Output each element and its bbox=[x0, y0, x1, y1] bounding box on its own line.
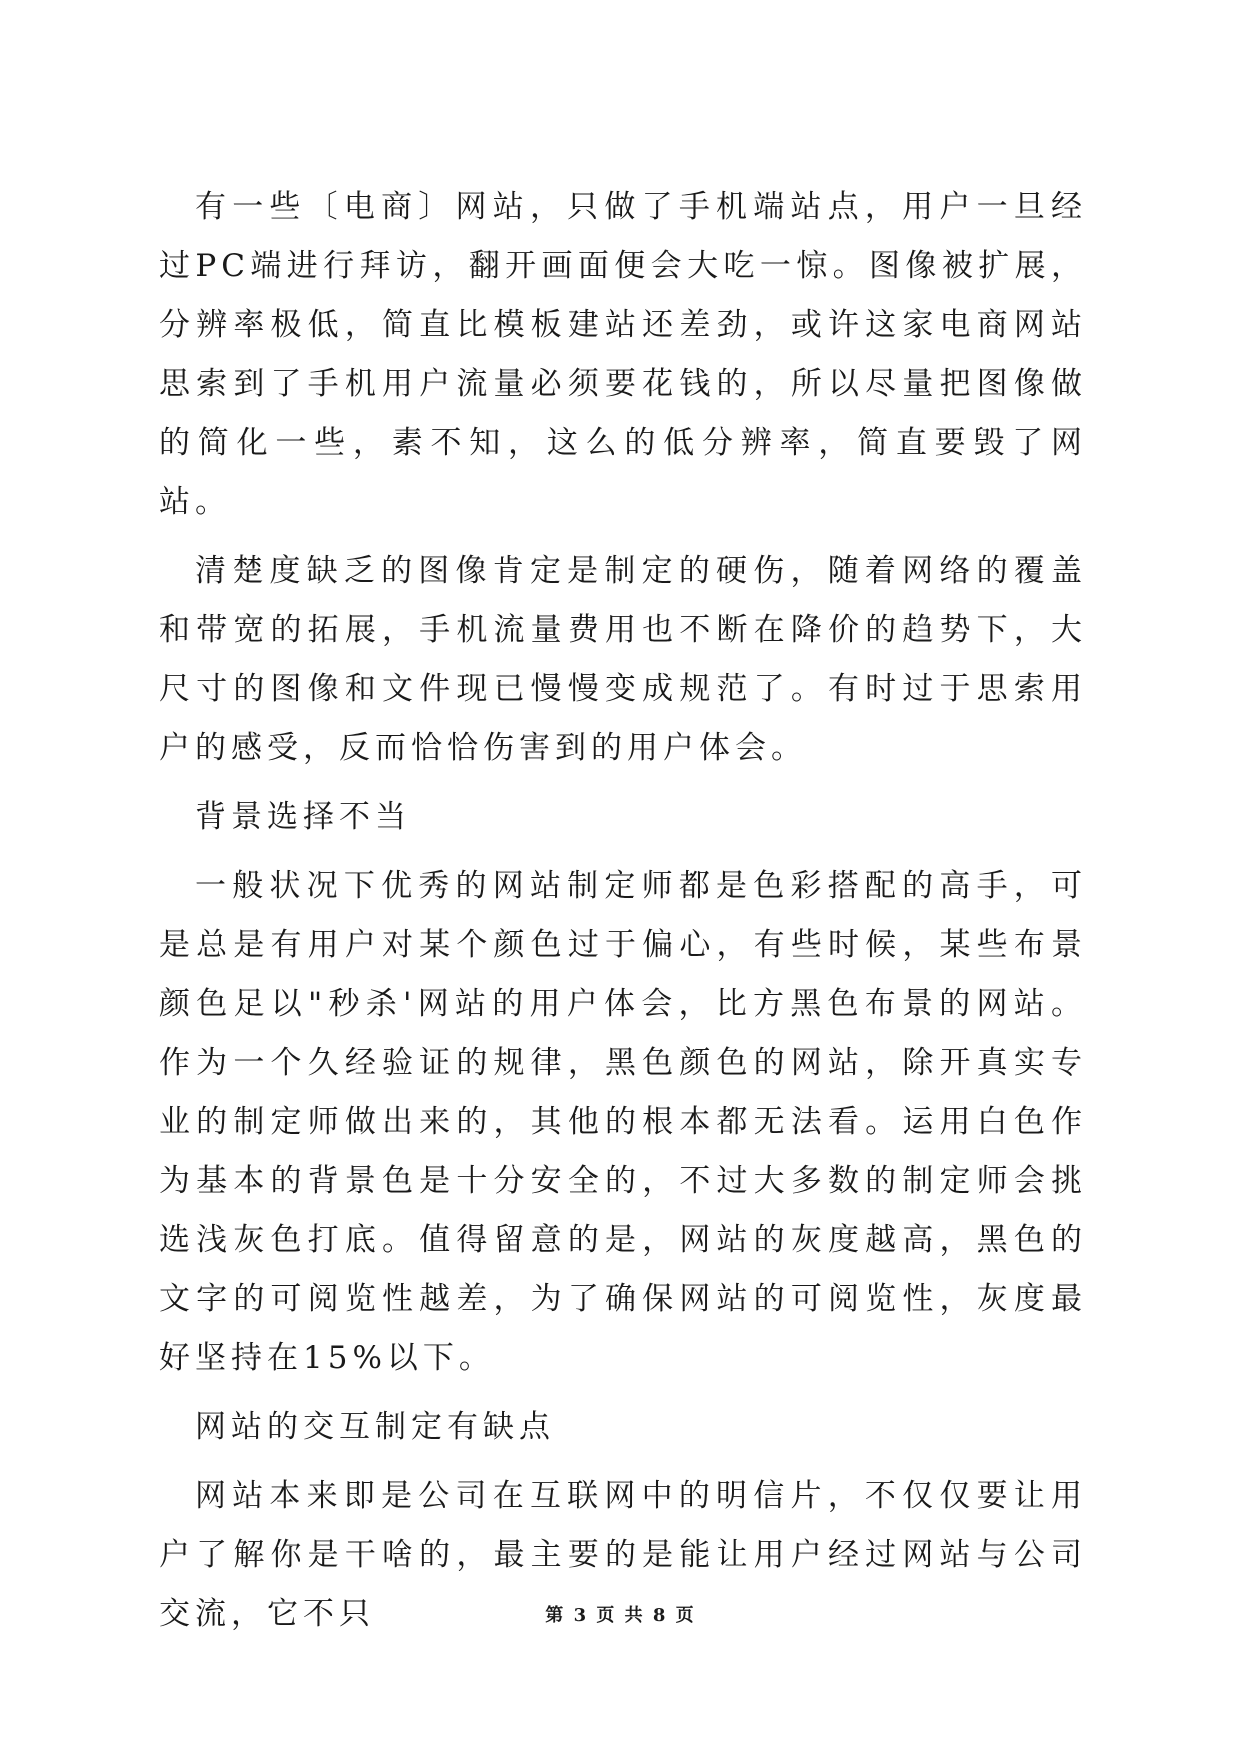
page-number-footer: 第 3 页 共 8 页 bbox=[545, 1605, 696, 1626]
section-heading: 网站的交互制定有缺点 bbox=[195, 1409, 555, 1445]
paragraph: 有一些〔电商〕网站，只做了手机端站点，用户一旦经过PC端进行拜访，翻开画面便会大吃一惊。图像被扩展，分辨率极低，简直比模板建站还差劲，或许这家电商网站思索到了手机用户流量必须要花钱的，所以尽量把图像做的简化一些，素不知，这么的低分辨率，简直要毁了网站。 bbox=[159, 189, 1087, 520]
paragraph: 清楚度缺乏的图像肯定是制定的硬伤，随着网络的覆盖和带宽的拓展，手机流量费用也不断在降价的趋势下，大尺寸的图像和文件现已慢慢变成规范了。有时过于思索用户的感受，反而恰恰伤害到的用户体会。 bbox=[159, 553, 1087, 766]
document-body bbox=[159, 178, 1087, 1654]
section-heading: 背景选择不当 bbox=[195, 799, 411, 835]
paragraph: 一般状况下优秀的网站制定师都是色彩搭配的高手，可是总是有用户对某个颜色过于偏心，有些时候，某些布景颜色足以"秒杀'网站的用户体会，比方黑色布景的网站。作为一个久经验证的规律，黑色颜色的网站，除开真实专业的制定师做出来的，其他的根本都无法看。运用白色作为基本的背景色是十分安全的，不过大多数的制定师会挑选浅灰色打底。值得留意的是，网站的灰度越高，黑色的文字的可阅览性越差，为了确保网站的可阅览性，灰度最好坚持在15%以下。 bbox=[159, 868, 1087, 1376]
paragraph: 网站本来即是公司在互联网中的明信片，不仅仅要让用户了解你是干啥的，最主要的是能让用户经过网站与公司交流，它不只 bbox=[159, 1478, 1087, 1632]
